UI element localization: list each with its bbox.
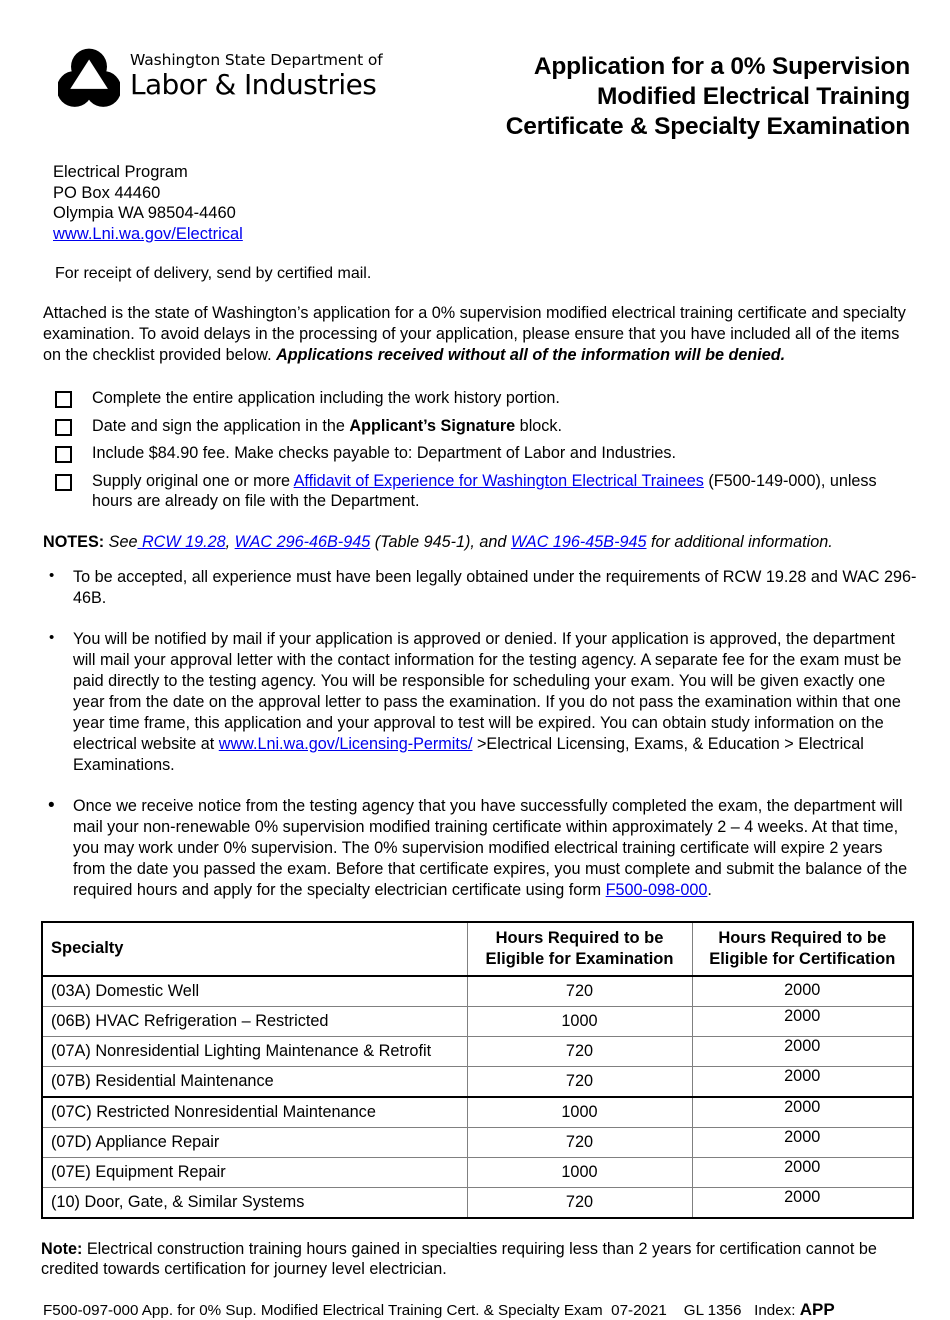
agency-name-line1: Washington State Department of [130,51,383,69]
document-header [0,0,950,142]
checklist-item[interactable] [55,471,950,512]
footer-form-id-line [0,1300,950,1320]
checklist-item-label [92,388,600,409]
cell-specialty: (07B) Residential Maintenance [42,1066,467,1097]
table-row [42,1187,913,1218]
page-title-line2: Modified Electrical Training [597,83,910,110]
checklist-item-text: Include $84.90 fee. Make checks payable to: Department of Labor and Industries. [92,444,677,462]
checklist-item-label [92,443,716,464]
notes-sep: , [225,532,235,551]
footer-index-label: Index: [754,1301,800,1319]
checklist-item-label [92,416,602,437]
certified-mail-note: For receipt of delivery, send by certified mail. [55,265,372,282]
cell-exam-hours: 720 [467,1066,692,1097]
checklist-item-text: Complete the entire application including the work history portion. [92,389,560,407]
wac-196-45b-945-link[interactable]: WAC 196-45B-945 [510,532,647,551]
checklist-item[interactable] [55,388,950,409]
agency-name-block [130,46,383,100]
bullet-item-certificate [43,796,917,901]
cell-exam-hours: 1000 [467,1006,692,1036]
bullet-item-experience [43,567,917,609]
bullet-item-notification [43,629,917,776]
cell-specialty: (03A) Domestic Well [42,976,467,1007]
cell-cert-hours: 2000 [692,1066,913,1097]
table-row [42,1157,913,1187]
checkbox-icon[interactable] [55,419,72,436]
wac-296-46b-945-link[interactable]: WAC 296-46B-945 [234,532,371,551]
licensing-permits-link[interactable]: www.Lni.wa.gov/Licensing-Permits/ [218,734,473,753]
table-header-row [42,922,913,976]
address-city-state-zip: Olympia WA 98504-4460 [53,204,236,222]
specialty-hours-table-wrap [0,921,950,1219]
table-row [42,1127,913,1157]
footer-note-label: Note: [41,1239,83,1258]
checklist-item-text-tail: (F500-149-000), unless hours are already on file with the Department. [92,471,877,510]
cell-exam-hours: 720 [467,1187,692,1218]
table-row [42,976,913,1007]
page-title-line1: Application for a 0% Supervision [533,53,910,80]
cell-cert-hours: 2000 [692,1097,913,1128]
footer-note [0,1239,950,1280]
checklist-item-text: Supply original one or more [92,471,294,490]
agency-name-line2: Labor & Industries [130,68,377,101]
cell-cert-hours: 2000 [692,1006,913,1036]
bullet-text-tail: . [707,880,712,899]
cell-cert-hours: 2000 [692,1036,913,1066]
agency-website-link[interactable]: www.Lni.wa.gov/Electrical [53,224,243,243]
checklist-item-text-tail: block. [515,416,562,435]
footer-note-text: Electrical construction training hours gained in specialties requiring less than 2 years for certification cannot be credited towards certification for journey level electrician. [41,1239,877,1278]
column-header-cert-hours: Hours Required to be Eligible for Certification [692,922,913,976]
cell-specialty: (07D) Appliance Repair [42,1127,467,1157]
table-row [42,1066,913,1097]
bullet-text: You will be notified by mail if your application is approved or denied. If your application is approved, the department will mail your approval letter with the contact information for the testing agency. A separate fee for the exam must be paid directly to the testing agency. You will be responsible for scheduling your exam. You will be given exactly one year from the date on the approval letter to pass the examination. If you do not pass the examination within that one year time frame, this application and your approval to test will be expired. You can obtain study information on the electrical website at [73,629,902,753]
cell-exam-hours: 1000 [467,1157,692,1187]
cell-exam-hours: 720 [467,1127,692,1157]
checklist-item[interactable] [55,443,950,464]
column-header-specialty: Specialty [42,922,467,976]
table-row [42,1036,913,1066]
cell-exam-hours: 720 [467,976,692,1007]
page-title [410,46,910,142]
notes-label: NOTES: [43,532,105,551]
bullet-text: To be accepted, all experience must have been legally obtained under the requirements of RCW 19.28 and WAC 296-46B. [73,567,917,607]
bullet-text: Once we receive notice from the testing agency that you have successfully completed the exam, the department will mail your non-renewable 0% supervision modified training certificate within approximately 2 – 4 weeks. At that time, you may work under 0% supervision. The 0% supervision modified electrical training certificate will expire 2 years from the date you passed the exam. Before that certificate expires, you must complete and submit the balance of the required hours and apply for the specialty electrician certificate using form [73,796,908,899]
cell-specialty: (07E) Equipment Repair [42,1157,467,1187]
checkbox-icon[interactable] [55,391,72,408]
cell-cert-hours: 2000 [692,976,913,1007]
cell-cert-hours: 2000 [692,1157,913,1187]
notes-mid: (Table 945-1), and [370,532,511,551]
checkbox-icon[interactable] [55,474,72,491]
notes-see: See [104,532,138,551]
cell-specialty: (07A) Nonresidential Lighting Maintenance & Retrofit [42,1036,467,1066]
form-f500-098-000-link[interactable]: F500-098-000 [605,880,708,899]
cell-cert-hours: 2000 [692,1127,913,1157]
bullet-text-tail: >Electrical Licensing, Exams, & Education > Electrical Examinations. [73,734,864,774]
address-pobox: PO Box 44460 [53,183,161,202]
cell-specialty: (07C) Restricted Nonresidential Maintenance [42,1097,467,1128]
specialty-hours-table [41,921,914,1219]
notes-tail: for additional information. [646,532,833,551]
notes-line [0,532,950,553]
rcw-1928-link[interactable]: RCW 19.28 [137,532,226,551]
intro-text: Attached is the state of Washington’s application for a 0% supervision modified electrical training certificate and specialty examination. To avoid delays in the processing of your application, please ensure that you have included all of the items on the checklist provided below. [43,304,906,364]
checklist-item-text: Date and sign the application in the [92,416,350,435]
three-circles-logo-icon [58,48,120,110]
cell-exam-hours: 720 [467,1036,692,1066]
checkbox-icon[interactable] [55,446,72,463]
intro-paragraph [0,303,950,366]
cell-specialty: (10) Door, Gate, & Similar Systems [42,1187,467,1218]
table-row [42,1097,913,1128]
page-title-line3: Certificate & Specialty Examination [505,113,910,140]
table-row [42,1006,913,1036]
checklist-item-emphasis: Applicant’s Signature [349,416,516,435]
checklist [0,388,950,512]
intro-warning: Applications received without all of the information will be denied. [276,346,786,364]
affidavit-of-experience-link[interactable]: Affidavit of Experience for Washington Electrical Trainees [293,471,704,490]
agency-address-block [0,162,950,244]
cell-exam-hours: 1000 [467,1097,692,1128]
column-header-exam-hours: Hours Required to be Eligible for Examination [467,922,692,976]
address-program: Electrical Program [53,163,188,181]
footer-form-id: F500-097-000 App. for 0% Sup. Modified Electrical Training Cert. & Specialty Exam 07-2021 [43,1301,667,1319]
checklist-item[interactable] [55,416,950,437]
cell-specialty: (06B) HVAC Refrigeration – Restricted [42,1006,467,1036]
footer-index-value: APP [799,1299,835,1319]
checklist-item-label [92,471,950,512]
bullet-list [0,567,950,901]
agency-branding [40,46,383,110]
cell-cert-hours: 2000 [692,1187,913,1218]
footer-gl-number: GL 1356 [683,1301,742,1319]
